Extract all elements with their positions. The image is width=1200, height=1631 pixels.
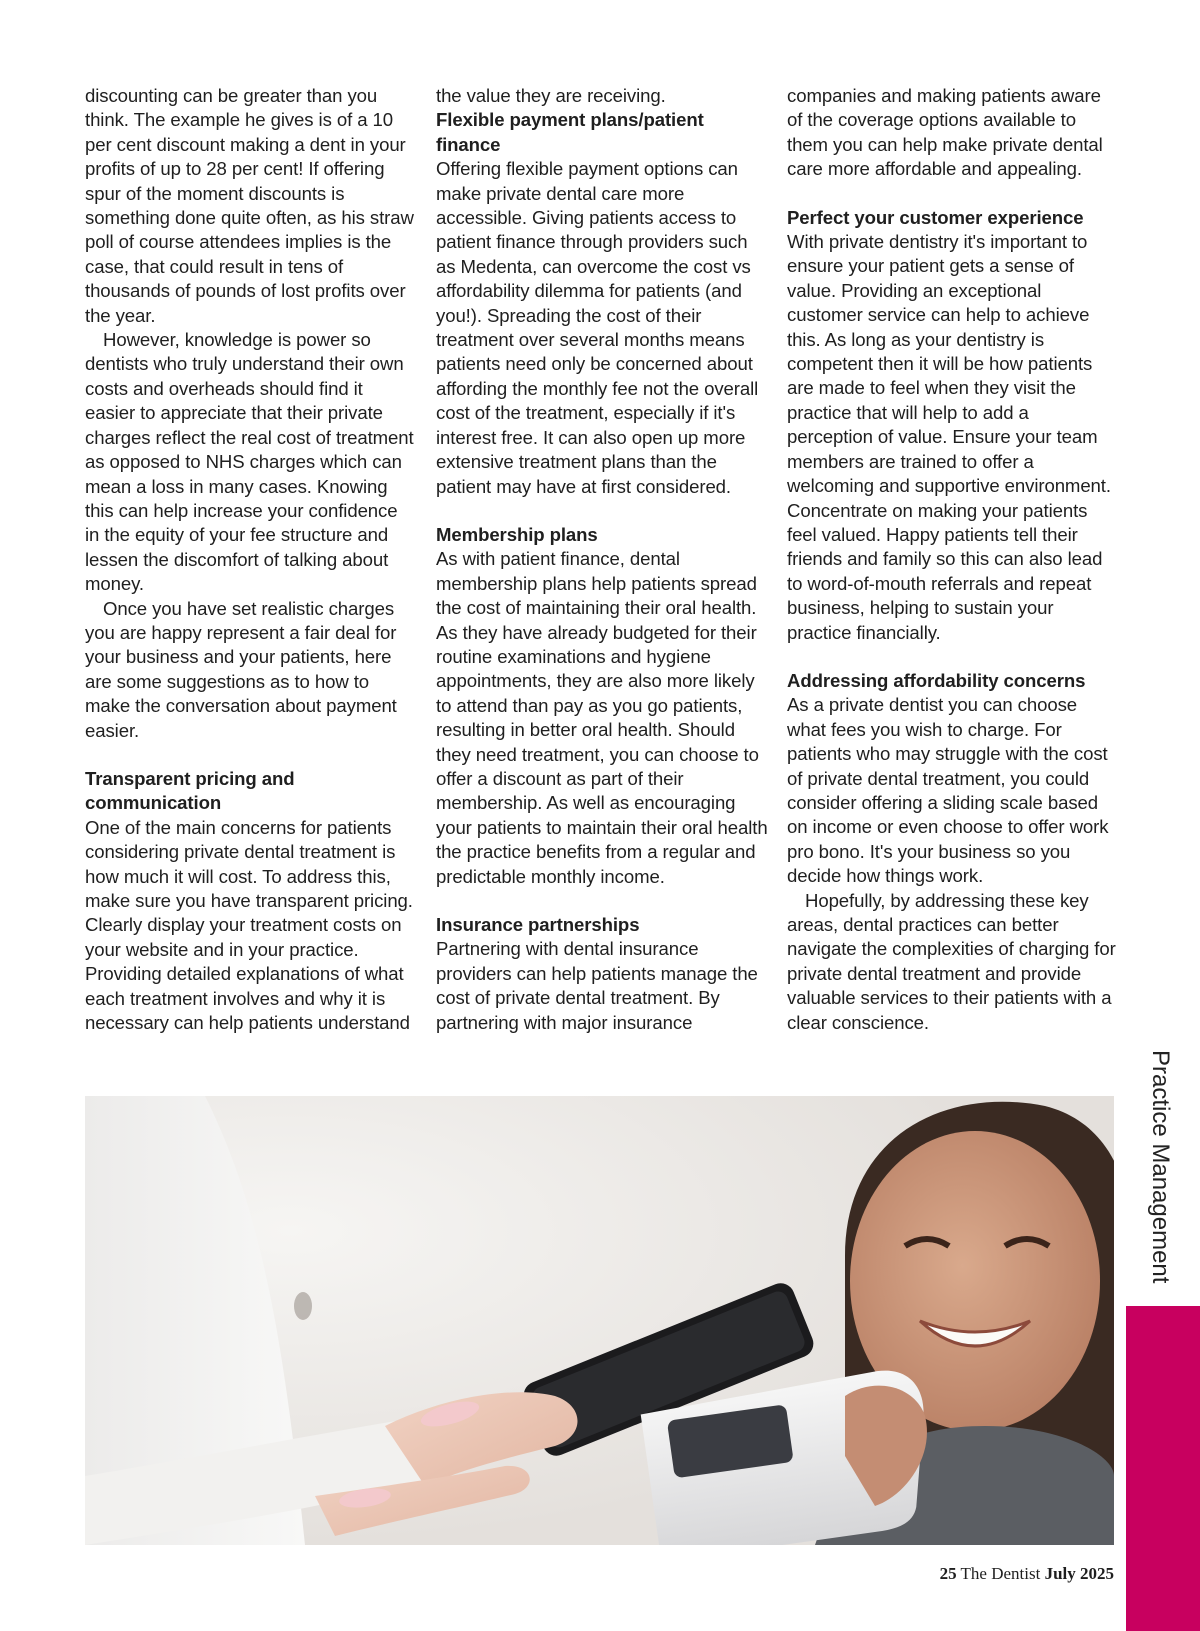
body-paragraph: companies and making patients aware of the coverage options available to them you can help make private dental care more affordable and appealing. <box>787 85 1103 180</box>
body-paragraph: Partnering with dental insurance providers can help patients manage the cost of private dental treatment. By partnering with major insurance <box>436 938 758 1033</box>
article-column-3 <box>787 84 1117 1035</box>
section-heading: Addressing affordability concerns <box>787 669 1086 691</box>
section-heading: Perfect your customer experience <box>787 206 1084 228</box>
body-paragraph: With private dentistry it's important to ensure your patient gets a sense of value. Providing an exceptional customer service can help to achieve this. As long as your dentistry is competent then it will be how patients are made to feel when they visit the practice that will help to add a perception of value. Ensure your team members are trained to offer a welcoming and supportive environment. Concentrate on making your patients feel valued. Happy patients tell their friends and family so this can also lead to word-of-mouth referrals and repeat business, helping to sustain your practice financially. <box>787 231 1111 643</box>
body-paragraph: the value they are receiving. <box>436 85 666 106</box>
body-paragraph: Hopefully, by addressing these key areas, dental practices can better navigate the complexities of charging for private dental treatment and provide valuable services to their patients with a clear conscience. <box>787 889 1116 1033</box>
section-heading: Membership plans <box>436 523 598 545</box>
article-column-1 <box>85 84 415 1035</box>
publication-name: The Dentist <box>960 1564 1041 1583</box>
body-paragraph: As a private dentist you can choose what fees you wish to charge. For patients who may struggle with the cost of private dental treatment, you could consider offering a sliding scale based on income or even choose to offer work pro bono. It's your business so you decide how things work. <box>787 694 1109 887</box>
section-heading: Flexible payment plans/patient finance <box>436 109 704 155</box>
body-paragraph: Once you have set realistic charges you are happy represent a fair deal for your business and your patients, here are some suggestions as to how to make the conversation about payment easier. <box>85 597 397 741</box>
body-paragraph: discounting can be greater than you think. The example he gives is of a 10 per cent discount making a dent in your profits of up to 28 per cent! If offering spur of the moment discounts is something done quite often, as his straw poll of course attendees implies is the case, that could result in tens of thousands of pounds of lost profits over the year. <box>85 85 414 326</box>
photo-illustration <box>85 1096 1114 1545</box>
issue-date: July 2025 <box>1044 1564 1114 1583</box>
body-paragraph: However, knowledge is power so dentists who truly understand their own costs and overheads should find it easier to appreciate that their private charges reflect the real cost of treatment as opposed to NHS charges which can mean a loss in many cases. Knowing this can help increase your confidence in the equity of your fee structure and lessen the discomfort of talking about money. <box>85 329 414 595</box>
section-accent-bar <box>1126 1306 1200 1631</box>
section-heading: Insurance partnerships <box>436 914 640 935</box>
card-payment-photo <box>85 1096 1114 1545</box>
section-heading: Transparent pricing and communication <box>85 767 295 814</box>
page-number: 25 <box>939 1564 957 1583</box>
page-footer <box>940 1564 1114 1584</box>
body-paragraph: Offering flexible payment options can make private dental care more accessible. Giving patients access to patient finance through providers such as Medenta, can overcome the cost vs affordability dilemma for patients (and you!). Spreading the cost of their treatment over several months means patients need only be concerned about affording the monthly fee not the overall cost of the treatment, especially if it's interest free. It can also open up more extensive treatment plans than the patient may have at first considered. <box>436 158 759 497</box>
body-paragraph: One of the main concerns for patients considering private dental treatment is how much it will cost. To address this, make sure you have transparent pricing. Clearly display your treatment costs on your website and in your practice. Providing detailed explanations of what each treatment involves and why it is necessary can help patients understand <box>85 816 413 1034</box>
section-label: Practice Management <box>1147 1050 1174 1284</box>
article-column-2 <box>436 84 771 1035</box>
body-paragraph: As with patient finance, dental membership plans help patients spread the cost of maintaining their oral health. As they have already budgeted for their routine examinations and hygiene appointments, they are also more likely to attend than pay as you go patients, resulting in better oral health. Should they need treatment, you can choose to offer a discount as part of their membership. As well as encouraging your patients to maintain their oral health the practice benefits from a regular and predictable monthly income. <box>436 548 768 887</box>
